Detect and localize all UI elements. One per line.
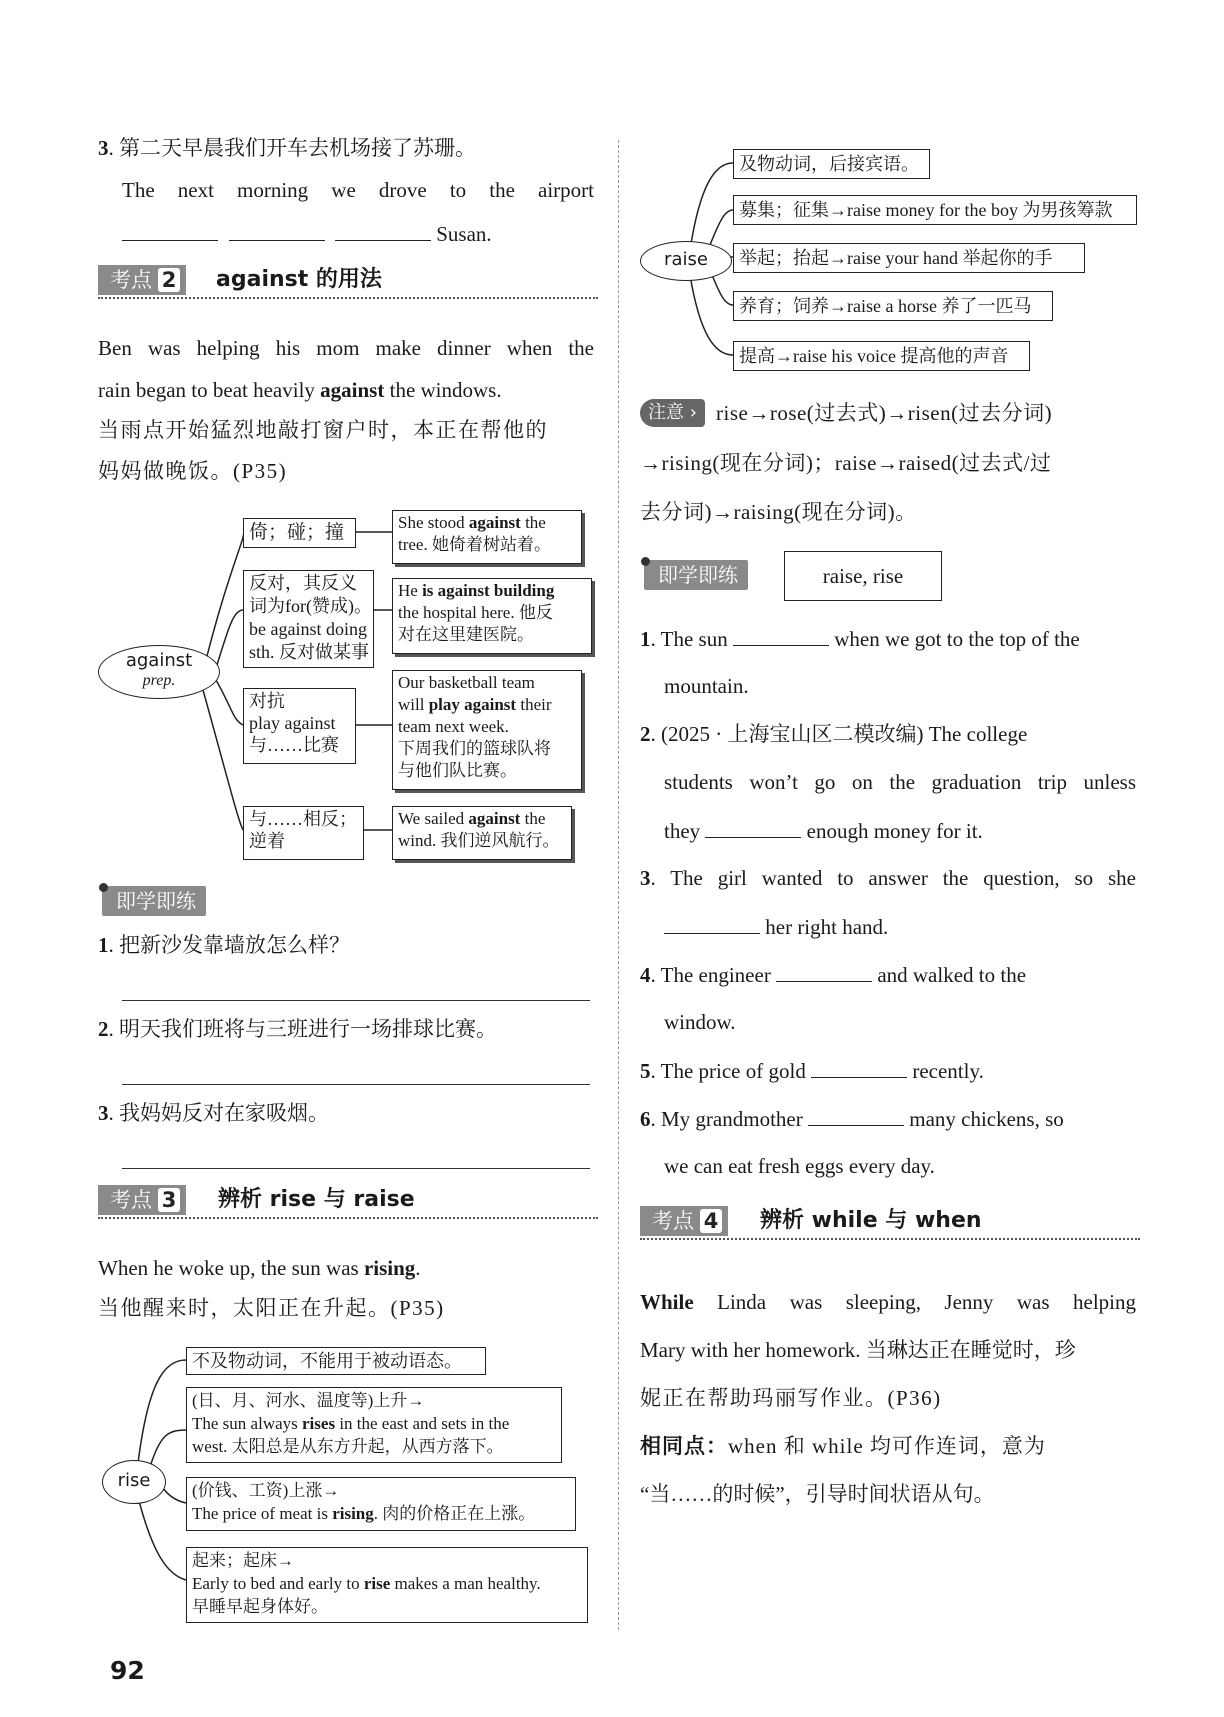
question-3-cn: 3. 第二天早晨我们开车去机场接了苏珊。	[98, 136, 476, 160]
raise-meaning-4: 养育；饲养→raise a horse 养了一匹马	[733, 291, 1053, 321]
example4-line3: 妮正在帮助玛丽写作业。(P36)	[640, 1386, 942, 1410]
section-header-4	[640, 1206, 1140, 1236]
dotted-rule	[640, 1238, 1140, 1240]
against-meaning-3: 对抗 play against 与……比赛	[243, 688, 356, 764]
against-center-node: against prep.	[98, 645, 220, 699]
example-cn-line2: 妈妈做晚饭。(P35)	[98, 459, 288, 483]
exercise-q2-line2: students won’t go on the graduation trip unless	[664, 770, 1136, 794]
question-3-blanks: Susan.	[122, 218, 492, 249]
against-example-3: Our basketball team will play against their team next week. 下周我们的篮球队将 与他们队比赛。	[392, 670, 582, 790]
raise-center-node: raise	[640, 241, 732, 281]
section-header-3	[98, 1185, 598, 1215]
exercise-q4: 4. The engineer and walked to the	[640, 959, 1026, 990]
answer-blank[interactable]	[776, 959, 872, 982]
practice-badge: 即学即练	[102, 886, 206, 916]
rise-mind-map	[98, 1345, 598, 1625]
section-title: 辨析 rise 与 raise	[218, 1187, 415, 1212]
raise-meaning-5: 提高→raise his voice 提高他的声音	[733, 341, 1030, 371]
note-line2: →rising(现在分词)；raise→raised(过去式/过	[640, 451, 1052, 475]
answer-blank[interactable]	[733, 623, 829, 646]
example3-en: When he woke up, the sun was rising.	[98, 1256, 421, 1280]
example-en-line1: Ben was helping his mom make dinner when the	[98, 336, 594, 360]
dotted-rule	[98, 1217, 598, 1219]
example3-cn: 当他醒来时，太阳正在升起。(P35)	[98, 1296, 445, 1320]
against-meaning-2: 反对，其反义 词为for(赞成)。 be against doing sth. 反对做某事	[243, 570, 374, 668]
example-en-line2: rain began to beat heavily against the windows.	[98, 378, 502, 402]
answer-line-1[interactable]	[122, 1000, 590, 1001]
raise-meaning-3: 举起；抬起→raise your hand 举起你的手	[733, 243, 1085, 273]
example4-line1: While Linda was sleeping, Jenny was helping	[640, 1290, 1136, 1314]
answer-line-3[interactable]	[122, 1168, 590, 1169]
answer-blank[interactable]	[122, 218, 218, 241]
exercise-q6: 6. My grandmother many chickens, so	[640, 1103, 1064, 1134]
answer-line-2[interactable]	[122, 1084, 590, 1085]
example4-line2: Mary with her homework. 当琳达正在睡觉时，珍	[640, 1338, 1076, 1362]
exercise-q5: 5. The price of gold recently.	[640, 1055, 984, 1086]
example-cn-line1: 当雨点开始猛烈地敲打窗户时，本正在帮他的	[98, 418, 548, 442]
note-badge: 注意 ›	[640, 399, 705, 427]
note-line1: rise→rose(过去式)→risen(过去分词)	[716, 401, 1053, 425]
exercise-q4-line2: window.	[664, 1010, 736, 1034]
exercise-q3: 3. The girl wanted to answer the question, so she	[640, 866, 1136, 890]
section-tag: 考点 3	[98, 1185, 186, 1215]
against-example-4: We sailed against the wind. 我们逆风航行。	[392, 806, 572, 860]
against-meaning-4: 与……相反； 逆着	[243, 806, 364, 860]
answer-blank[interactable]	[808, 1103, 904, 1126]
question-3-en: The next morning we drove to the airport	[122, 178, 594, 202]
word-bank: raise, rise	[784, 551, 942, 601]
answer-blank[interactable]	[229, 218, 325, 241]
against-meaning-1: 倚；碰；撞	[243, 518, 356, 548]
against-example-1: She stood against the tree. 她倚着树站着。	[392, 510, 582, 564]
against-example-2: He is against building the hospital here. 他反 对在这里建医院。	[392, 578, 592, 654]
dotted-rule	[98, 297, 598, 299]
note-line3: 去分词)→raising(现在分词)。	[640, 500, 917, 524]
exercise-q2: 2. (2025 · 上海宝山区二模改编) The college	[640, 722, 1028, 746]
section-title: 辨析 while 与 when	[760, 1208, 982, 1233]
same-point-line1: 相同点：when 和 while 均可作连词，意为	[640, 1434, 1046, 1458]
rise-meaning-4: 起来；起床→ Early to bed and early to rise makes a man healthy. 早睡早起身体好。	[186, 1547, 588, 1623]
answer-blank[interactable]	[811, 1055, 907, 1078]
rise-meaning-1: 不及物动词，不能用于被动语态。	[186, 1347, 486, 1375]
practice-badge: 即学即练	[644, 560, 748, 590]
raise-meaning-2: 募集；征集→raise money for the boy 为男孩筹款	[733, 195, 1137, 225]
exercise-q1: 1. The sun when we got to the top of the	[640, 623, 1080, 654]
raise-meaning-1: 及物动词，后接宾语。	[733, 149, 930, 179]
practice-q1: 1. 把新沙发靠墙放怎么样？	[98, 933, 350, 957]
exercise-q6-line2: we can eat fresh eggs every day.	[664, 1154, 935, 1178]
section-title: against 的用法	[216, 267, 382, 292]
section-tag: 考点 2	[98, 265, 186, 295]
raise-mind-map	[640, 145, 1140, 375]
rise-meaning-3: (价钱、工资)上涨→ The price of meat is rising. 肉的价格正在上涨。	[186, 1477, 576, 1531]
exercise-q1-cont: mountain.	[664, 674, 749, 698]
same-point-line2: “当……的时候”，引导时间状语从句。	[640, 1482, 995, 1506]
section-tag: 考点 4	[640, 1206, 728, 1236]
column-divider	[618, 140, 619, 1630]
answer-blank[interactable]	[664, 911, 760, 934]
answer-blank[interactable]	[335, 218, 431, 241]
rise-meaning-2: (日、月、河水、温度等)上升→ The sun always rises in the east and sets in the west. 太阳总是从东方升起，从西方落下。	[186, 1387, 562, 1463]
exercise-q3-line2: her right hand.	[664, 911, 888, 942]
rise-center-node: rise	[102, 1460, 166, 1504]
practice-q2: 2. 明天我们班将与三班进行一场排球比赛。	[98, 1017, 497, 1041]
practice-q3: 3. 我妈妈反对在家吸烟。	[98, 1101, 329, 1125]
page-number: 92	[110, 1656, 145, 1685]
section-header-2	[98, 265, 598, 295]
exercise-q2-line3: they enough money for it.	[664, 815, 983, 846]
against-mind-map	[98, 510, 598, 855]
answer-blank[interactable]	[705, 815, 801, 838]
